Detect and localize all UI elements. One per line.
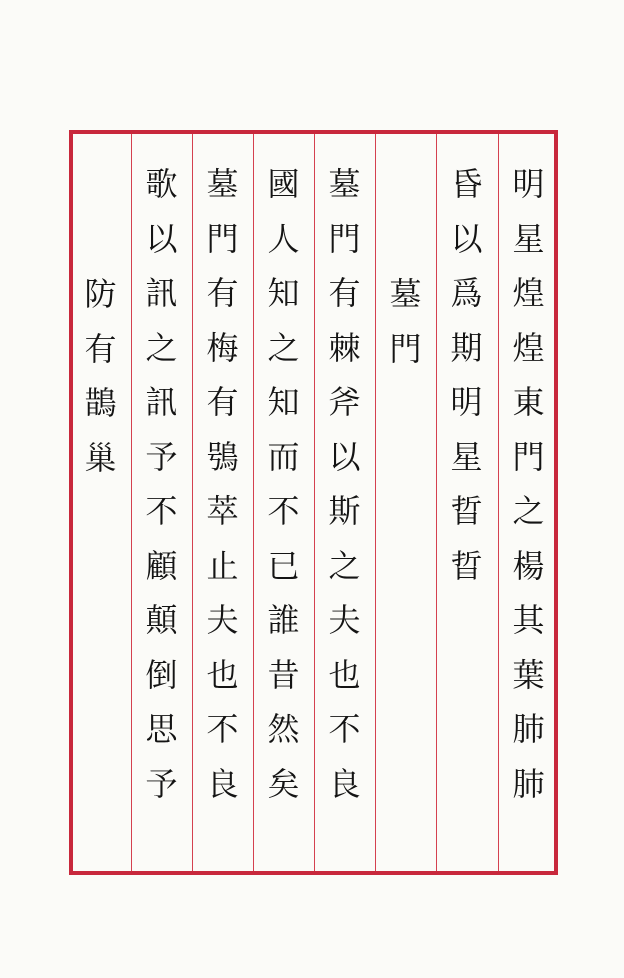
verse-line: 昏以爲期明星晢晢	[450, 165, 483, 585]
text-column-1	[498, 157, 559, 811]
section-title: 墓門	[389, 275, 422, 368]
verse-line: 墓門有棘斧以斯之夫也不良	[328, 165, 361, 803]
text-column-7	[131, 157, 192, 811]
next-section-title-column	[70, 267, 131, 485]
section-title-column	[375, 267, 436, 376]
text-column-6	[192, 157, 253, 811]
section-title: 防有鵲巢	[84, 275, 117, 477]
text-column-5	[253, 157, 314, 811]
verse-line: 明星煌煌東門之楊其葉肺肺	[512, 165, 545, 803]
text-column-2	[436, 157, 497, 593]
verse-line: 墓門有梅有鴞萃止夫也不良	[206, 165, 239, 803]
verse-line: 國人知之知而不已誰昔然矣	[267, 165, 300, 803]
manuscript-frame	[69, 130, 558, 875]
column-rule	[375, 134, 376, 871]
text-column-4	[314, 157, 375, 811]
verse-line: 歌以訊之訊予不顧顛倒思予	[145, 165, 178, 803]
